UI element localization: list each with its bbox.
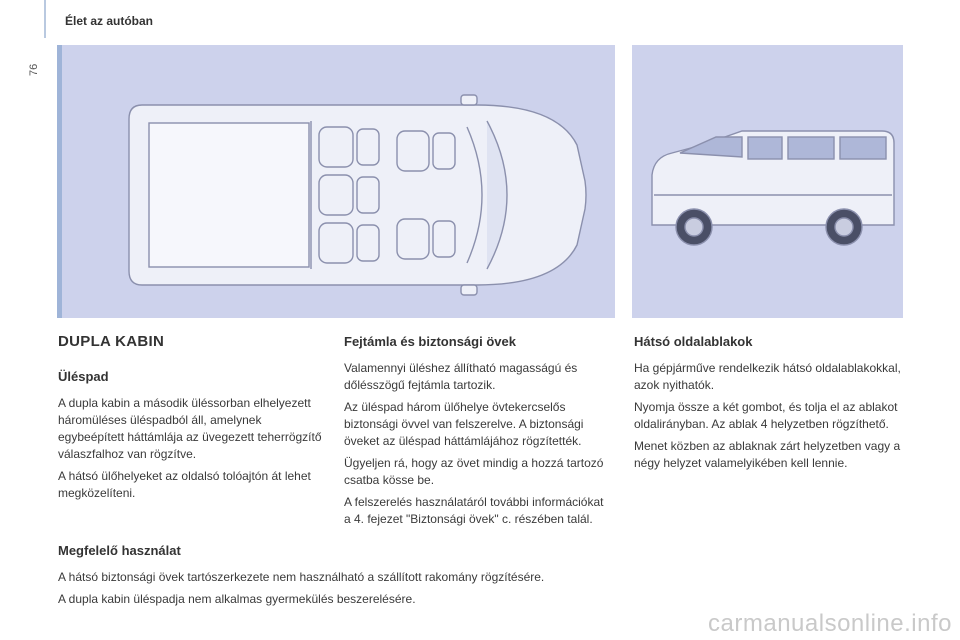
page-number: 76: [28, 63, 40, 76]
side-view-illustration-panel: [632, 45, 903, 318]
paragraph: A hátsó biztonsági övek tartószerkezete nem használható a szállított rakomány rögzítésére.: [58, 570, 545, 584]
paragraph: Ügyeljen rá, hogy az övet mindig a hozzá tartozó csatba kösse be.: [344, 456, 604, 487]
paragraph: Ha gépjárműve rendelkezik hátsó oldalablakokkal, azok nyithatók.: [634, 361, 901, 392]
column-double-cab: [58, 333, 326, 507]
paragraph: A hátsó ülőhelyeket az oldalsó tolóajtón át lehet megközelíteni.: [58, 469, 311, 500]
heading-rear-side-windows: Hátsó oldalablakok: [634, 334, 753, 349]
paragraph: Valamennyi üléshez állítható magasságú és dőlésszögű fejtámla tartozik.: [344, 361, 578, 392]
paragraph: Menet közben az ablaknak zárt helyzetben vagy a négy helyzet valamelyikében kell lennie.: [634, 439, 901, 470]
heading-headrest-belts: Fejtámla és biztonsági övek: [344, 334, 516, 349]
paragraph: Az üléspad három ülőhelye övtekercselős biztonsági övvel van felszerelve. A biztonsági öveket az üléspad háttámlájához rögzítették.: [344, 400, 584, 448]
watermark: carmanualsonline.info: [708, 610, 952, 637]
van-top-view-icon: [57, 45, 615, 318]
paragraph: A dupla kabin a második üléssorban elhelyezett háromüléses üléspadból áll, amelynek egybeépített háttámlája az üvegezett teherrögzítő válaszfalhoz van rögzítve.: [58, 396, 322, 461]
panel-edge: [57, 45, 62, 318]
column-headrest-belts: [344, 333, 612, 533]
heading-bench-seat: Üléspad: [58, 369, 109, 384]
paragraph: A felszerelés használatáról további információkat a 4. fejezet "Biztonsági övek" c. részében talál.: [344, 495, 604, 526]
section-proper-use: [58, 542, 638, 613]
heading-proper-use: Megfelelő használat: [58, 543, 181, 558]
heading-double-cab: DUPLA KABIN: [58, 333, 165, 350]
paragraph: Nyomja össze a két gombot, és tolja el az ablakot oldalirányban. Az ablak 4 helyzetben rögzíthető.: [634, 400, 898, 431]
paragraph: A dupla kabin üléspadja nem alkalmas gyermekülés beszerelésére.: [58, 592, 416, 606]
page-edge-line: [44, 0, 46, 38]
section-title: Élet az autóban: [65, 14, 154, 28]
van-side-view-icon: [632, 45, 903, 318]
column-rear-side-windows: [634, 333, 909, 477]
top-view-illustration-panel: [57, 45, 615, 318]
